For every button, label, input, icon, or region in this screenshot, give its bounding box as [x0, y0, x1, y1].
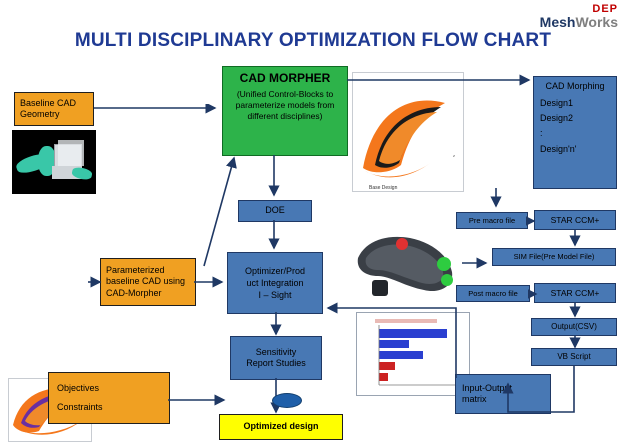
io-matrix-line2: matrix: [462, 394, 487, 404]
connector-optimizer-to-sensitivity: [268, 312, 284, 342]
connector-output-to-vbscript: [567, 335, 583, 353]
io-matrix-line1: Input-Output: [462, 382, 513, 393]
connector-morpher-to-doe: [266, 155, 282, 205]
image-baseline-cad-render: [12, 130, 96, 194]
node-star-ccm-top[interactable]: [534, 210, 616, 230]
optimizer-line1: Optimizer/Prod: [244, 265, 306, 276]
cad-morpher-subtitle: (Unified Control-Blocks to parameterize models from different disciplines): [235, 89, 335, 122]
node-baseline-cad-geometry[interactable]: [14, 92, 94, 126]
output-csv-label: Output(CSV): [551, 322, 597, 331]
connector-parameterized-to-morpher: [188, 150, 248, 272]
baseline-cad-line1: Baseline CAD: [20, 97, 77, 108]
objectives-line2: Constraints: [57, 402, 103, 412]
logo: [540, 4, 618, 29]
image-product-render: [344, 228, 464, 304]
connector-parameterized-to-optimizer: [194, 276, 230, 290]
sensitivity-line2: Report Studies: [246, 358, 306, 368]
node-sim-file[interactable]: [492, 248, 616, 266]
connector-cadmorphing-to-premacro: [488, 188, 504, 222]
node-sensitivity-report-studies[interactable]: [230, 336, 322, 380]
node-star-ccm-bottom[interactable]: [534, 283, 616, 303]
connector-objectives-to-optimized: [168, 392, 230, 408]
optimizer-line3: I – Sight: [258, 290, 292, 301]
connector-starccm-to-simfile: [567, 229, 583, 253]
baseline-cad-line2: Geometry: [20, 109, 60, 119]
image-base-design-surface: [352, 72, 464, 192]
connector-starccm-bottom-to-output: [567, 302, 583, 322]
cad-morphing-title: CAD Morphing: [545, 81, 605, 91]
star-ccm-bottom-label: STAR CCM+: [550, 287, 600, 298]
cad-morphing-item-1: Design2: [540, 113, 574, 124]
cad-morphing-item-0: Design1: [540, 97, 574, 108]
page-title: MULTI DISCIPLINARY OPTIMIZATION FLOW CHART: [74, 30, 552, 51]
logo-product-sub: Works: [575, 14, 618, 30]
connector-premacro-to-starccm: [526, 213, 542, 229]
optimized-design-label: Optimized design: [243, 421, 319, 432]
base-design-svg: [353, 73, 464, 192]
logo-brand: DEP: [592, 3, 618, 15]
node-post-macro-file[interactable]: [456, 285, 530, 302]
node-parameterized-baseline-cad[interactable]: [100, 258, 196, 306]
connector-vbscript-to-iomatrix: [500, 364, 590, 418]
product-render-svg: [344, 228, 464, 304]
junction-ellipse: [272, 393, 302, 408]
parameterized-label: Parameterized baseline CAD using CAD-Morpher: [106, 265, 186, 298]
svg-text:z: z: [453, 153, 455, 158]
post-macro-label: Post macro file: [468, 288, 518, 298]
connector-postmacro-to-starccm-bottom: [528, 286, 544, 302]
star-ccm-top-label: STAR CCM+: [550, 214, 600, 225]
connector-iomatrix-to-optimizer: [322, 300, 462, 386]
cad-morpher-title: CAD MORPHER: [239, 71, 331, 85]
connector-render-to-postmacro: [462, 255, 492, 271]
connector-doe-to-optimizer: [266, 220, 282, 256]
logo-product-main: Mesh: [539, 14, 576, 30]
cad-morphing-item-3: Design'n': [540, 143, 577, 154]
svg-text:Base Design: Base Design: [369, 185, 398, 191]
doe-label: DOE: [265, 205, 285, 216]
logo-product: [540, 15, 618, 29]
connector-image-to-parameterized: [88, 276, 106, 290]
cad-morphing-item-2: :: [540, 128, 543, 139]
node-cad-morphing[interactable]: [533, 76, 617, 189]
sensitivity-line1: Sensitivity: [255, 346, 297, 357]
vb-script-label: VB Script: [557, 352, 591, 361]
sim-file-label: SIM File(Pre Model File): [513, 252, 595, 262]
node-objectives-constraints[interactable]: [48, 372, 170, 424]
optimizer-line2: uct Integration: [246, 277, 304, 288]
pre-macro-label: Pre macro file: [468, 215, 516, 225]
node-cad-morpher[interactable]: [222, 66, 348, 156]
objectives-line1: Objectives: [57, 382, 100, 393]
connector-morpher-to-cadmorphing: [345, 72, 537, 88]
